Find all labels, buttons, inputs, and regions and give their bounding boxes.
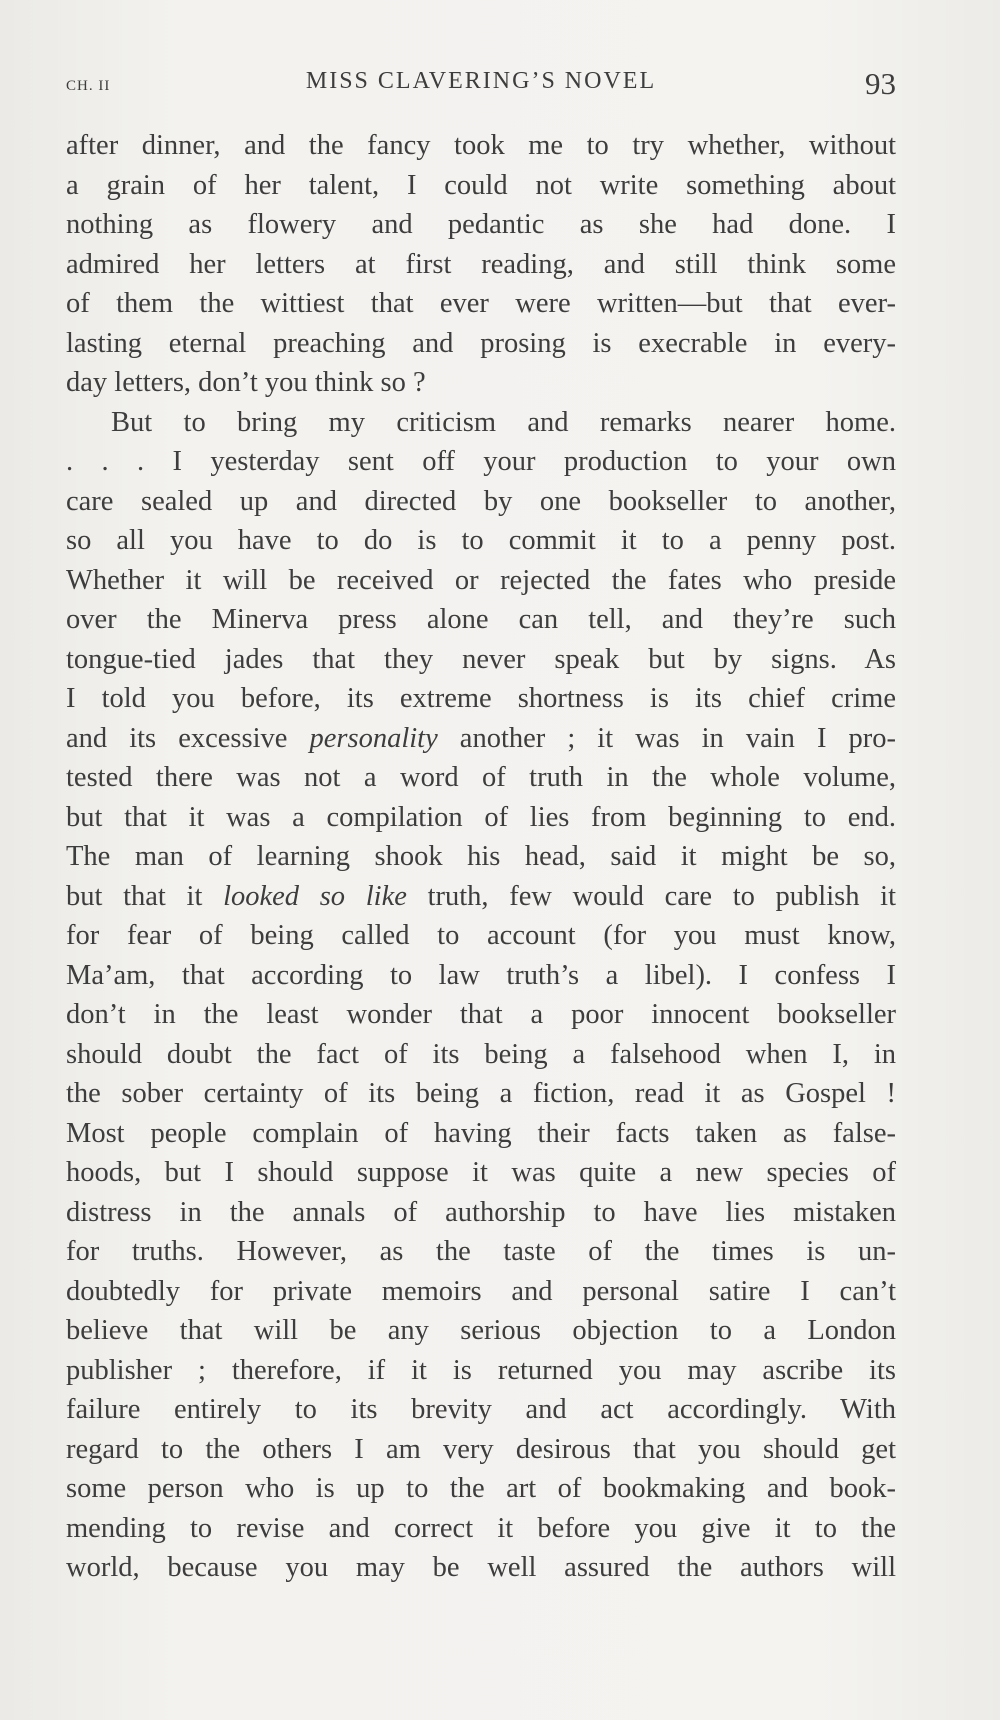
text-line: believe that will be any serious objection to a London [66, 1315, 896, 1346]
page-header [66, 66, 896, 106]
text-line: don’t in the least wonder that a poor innocent bookseller [66, 999, 896, 1030]
text-line: Most people complain of having their facts taken as false- [66, 1117, 896, 1149]
text-line: tested there was not a word of truth in the whole volume, [66, 762, 896, 793]
text-line: I told you before, its extreme shortness is its chief crime [66, 683, 896, 714]
text-line: of them the wittiest that ever were written—but that ever- [66, 288, 896, 319]
text-line: so all you have to do is to commit it to a penny post. [66, 525, 896, 556]
body-text [66, 126, 896, 1588]
text-line [66, 877, 896, 917]
text-line: Whether it will be received or rejected the fates who preside [66, 564, 896, 596]
page-number: 93 [865, 66, 896, 101]
text-run: and its excessive [66, 722, 310, 754]
text-line: after dinner, and the fancy took me to try whether, without [66, 130, 896, 161]
text-line: distress in the annals of authorship to have lies mistaken [66, 1196, 896, 1228]
text-line: The man of learning shook his head, said it might be so, [66, 841, 896, 872]
text-line: failure entirely to its brevity and act accordingly. With [66, 1394, 896, 1425]
text-line: mending to revise and correct it before you give it to the [66, 1512, 896, 1544]
italic-text: personality [309, 722, 438, 754]
text-line: world, because you may be well assured the authors will [66, 1552, 896, 1583]
text-line: nothing as flowery and pedantic as she had done. I [66, 209, 896, 240]
text-line: for fear of being called to account (for you must know, [66, 920, 896, 951]
text-line: a grain of her talent, I could not write something about [66, 169, 896, 201]
text-line: care sealed up and directed by one bookseller to another, [66, 485, 896, 517]
text-line: But to bring my criticism and remarks nearer home. [111, 406, 896, 438]
chapter-label: CH. II [66, 78, 111, 94]
text-line: hoods, but I should suppose it was quite a new species of [66, 1157, 896, 1188]
text-line: publisher ; therefore, if it is returned you may ascribe its [66, 1354, 896, 1386]
text-line: regard to the others I am very desirous that you should get [66, 1433, 896, 1465]
italic-text: looked so like [223, 880, 407, 912]
text-line: doubtedly for private memoirs and personal satire I can’t [66, 1275, 896, 1307]
text-line: should doubt the fact of its being a falsehood when I, in [66, 1038, 896, 1070]
text-run: truth, few would care to publish it [406, 880, 896, 912]
text-line: some person who is up to the art of bookmaking and book- [66, 1473, 896, 1504]
text-line: lasting eternal preaching and prosing is execrable in every- [66, 327, 896, 359]
text-line: Ma’am, that according to law truth’s a libel). I confess I [66, 959, 896, 991]
text-line: . . . I yesterday sent off your production to your own [66, 446, 896, 477]
text-line: tongue-tied jades that they never speak but by signs. As [66, 643, 896, 675]
text-line [66, 719, 896, 759]
text-line: for truths. However, as the taste of the times is un- [66, 1236, 896, 1267]
text-run: but that it [66, 880, 224, 912]
text-line: admired her letters at first reading, and still think some [66, 248, 896, 280]
running-title: MISS CLAVERING’S NOVEL [305, 68, 657, 94]
text-run: another ; it was in vain I pro- [437, 722, 897, 754]
text-line: over the Minerva press alone can tell, and they’re such [66, 604, 896, 635]
text-line: the sober certainty of its being a fiction, read it as Gospel ! [66, 1078, 896, 1109]
text-line: but that it was a compilation of lies from beginning to end. [66, 801, 896, 833]
text-line: day letters, don’t you think so ? [66, 367, 426, 398]
